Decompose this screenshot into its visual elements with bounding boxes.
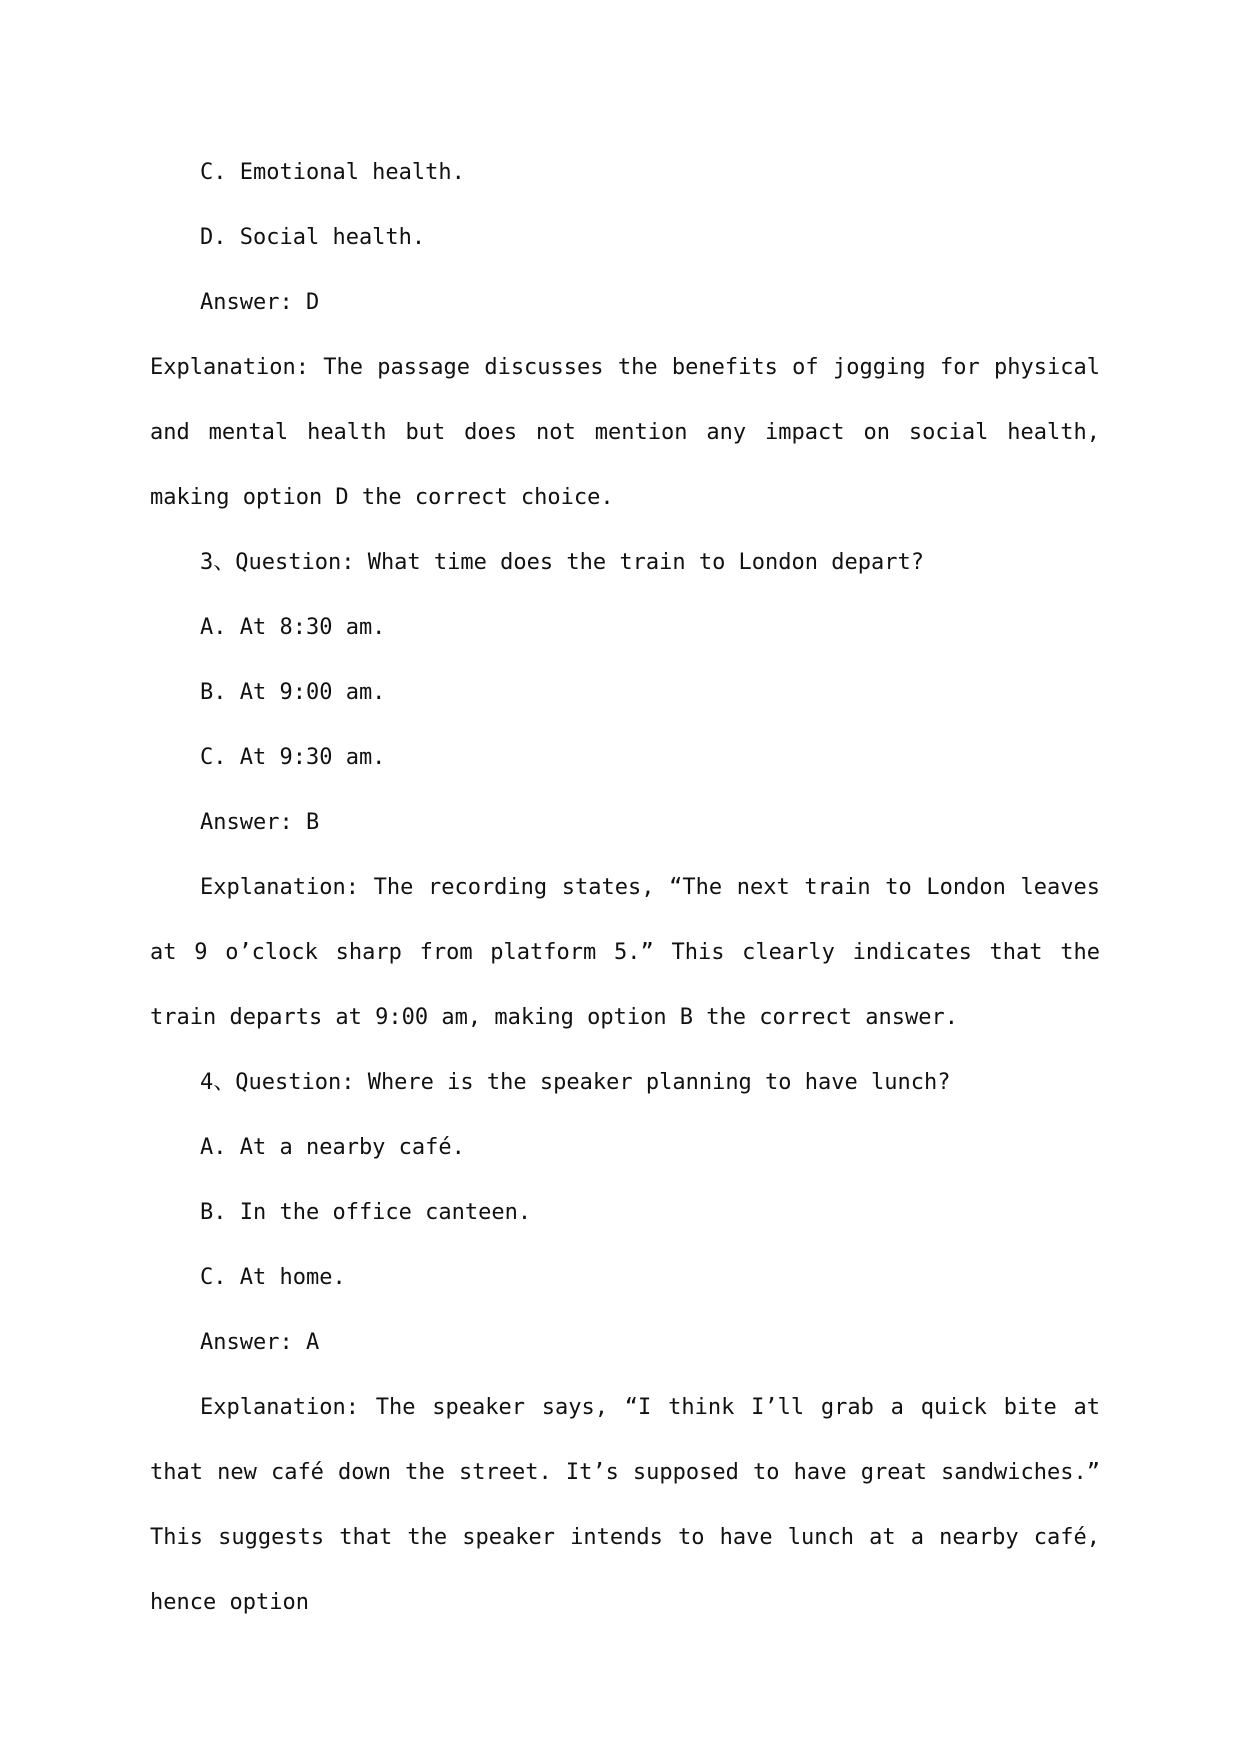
page-content <box>150 140 1100 1635</box>
q4-option-a: A. At a nearby café. <box>200 1135 465 1160</box>
q4-question: 4、Question: Where is the speaker planning to have lunch? <box>200 1070 951 1095</box>
q3-option-b: B. At 9:00 am. <box>200 680 386 705</box>
q3-option-a: A. At 8:30 am. <box>200 615 386 640</box>
q3-option-c: C. At 9:30 am. <box>200 745 386 770</box>
q2-option-d: D. Social health. <box>200 225 426 250</box>
q4-option-b: B. In the office canteen. <box>200 1200 532 1225</box>
q3-answer: Answer: B <box>200 810 320 835</box>
q3-question: 3、Question: What time does the train to London depart? <box>200 550 924 575</box>
q2-option-c: C. Emotional health. <box>200 160 465 185</box>
q4-explanation: Explanation: The speaker says, “I think I’ll grab a quick bite at that new café down the street. It’s supposed to have great sandwiches.” This suggests that the speaker intends to have lunch at a nearby café, hence option <box>150 1395 1100 1615</box>
q4-answer: Answer: A <box>200 1330 320 1355</box>
q3-explanation: Explanation: The recording states, “The next train to London leaves at 9 o’clock sharp from platform 5.” This clearly indicates that the train departs at 9:00 am, making option B the correct answer. <box>150 875 1100 1030</box>
q2-answer: Answer: D <box>200 290 320 315</box>
q4-option-c: C. At home. <box>200 1265 346 1290</box>
q2-explanation: Explanation: The passage discusses the benefits of jogging for physical and mental health but does not mention any impact on social health, making option D the correct choice. <box>150 355 1100 510</box>
